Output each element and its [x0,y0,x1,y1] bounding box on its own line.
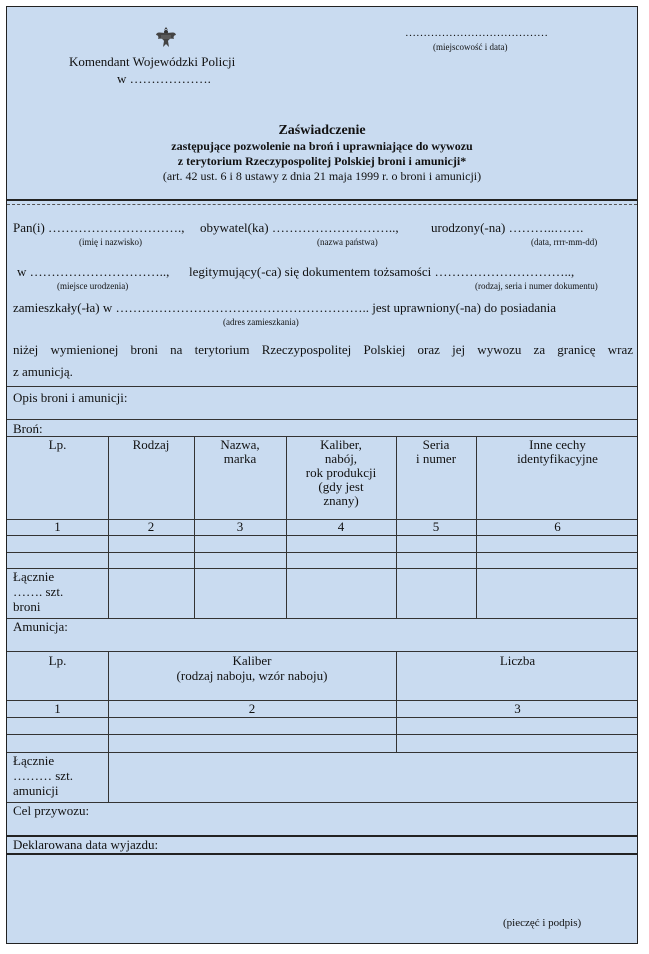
weapons-header-type: Rodzaj [132,437,170,452]
address-field: zamieszkały(-ła) w ………………………………………………….. jest uprawniony(-na) do posiadania [13,300,557,315]
weapons-col-number: 3 [236,519,244,534]
table-row [7,752,637,753]
holder-name-field: Pan(i) …………………………., [13,220,185,235]
ammo-col-number: 2 [248,701,256,716]
table-row [7,734,637,735]
caption-date: (data, rrrr-mm-dd) [531,237,598,247]
weapons-col-number: 6 [554,519,561,534]
table-border [7,717,637,718]
ammo-col-number: 3 [514,701,521,716]
weapons-total: Łącznie ……. szt. broni [13,569,64,614]
weapons-col-number: 2 [147,519,155,534]
divider [7,386,637,387]
document-sheet [6,6,638,944]
weapons-col-number: 1 [54,519,61,534]
ammo-header-count: Liczba [499,653,536,668]
divider [7,204,637,205]
authority-location: w ………………. [117,71,211,86]
departure-date-field: Deklarowana data wyjazdu: [13,837,159,852]
permission-text: niżej wymienionej broni na terytorium Rzeczypospolitej Polskiej oraz jej wywozu za granicę wraz [13,342,633,357]
table-border [7,618,637,619]
stamp-signature-caption: (pieczęć i podpis) [503,917,582,929]
weapons-col-number: 4 [337,519,345,534]
caption-address: (adres zamieszkania) [223,317,299,327]
caption-country: (nazwa państwa) [317,237,378,247]
title-line-2: z terytorium Rzeczypospolitej Polskiej broni i amunicji* [177,154,467,168]
table-border [7,535,637,536]
ammo-total: Łącznie ……… szt. amunicji [13,753,73,798]
place-date-field: ………………………………… [405,27,548,39]
birth-place-field: w ………………………….., [17,264,170,279]
weapons-header-name: Nazwa, marka [220,437,260,466]
caption-birth-place: (miejsce urodzenia) [57,281,129,291]
weapons-header-caliber: Kaliber, nabój, rok produkcji (gdy jest znany) [305,437,377,508]
purpose-field: Cel przywozu: [13,803,90,818]
ammo-header-caliber: Kaliber (rodzaj naboju, wzór naboju) [176,653,328,683]
weapons-col-number: 5 [432,519,440,534]
document-title: Zaświadczenie [278,123,366,138]
eagle-emblem-icon [155,25,177,51]
section-ammunition: Amunicja: [13,619,68,634]
section-weapons: Broń: [13,421,43,436]
table-border [7,651,637,652]
weapons-header-serial: Seria i numer [415,437,457,466]
identity-document-field: legitymujący(-ca) się dokumentem tożsamości ………………………….., [189,264,575,279]
divider [7,853,637,855]
table-row [7,568,637,569]
section-description: Opis broni i amunicji: [13,390,128,405]
divider [7,419,637,420]
citizenship-field: obywatel(ka) ……………………….., [200,220,399,235]
birth-date-field: urodzony(-na) ………..……. [431,220,584,235]
title-line-1: zastępujące pozwolenie na broń i uprawniające do wywozu [171,139,473,153]
place-date-caption: (miejscowość i data) [433,42,508,52]
divider [7,199,637,201]
caption-name: (imię i nazwisko) [79,237,142,247]
ammo-header-lp: Lp. [48,653,67,668]
weapons-header-other: Inne cechy identyfikacyjne [517,437,598,466]
title-legal-basis: (art. 42 ust. 6 i 8 ustawy z dnia 21 maja 1999 r. o broni i amunicji) [162,169,482,183]
weapons-header-lp: Lp. [48,437,67,452]
permission-text-end: z amunicją. [13,364,73,379]
ammo-col-number: 1 [54,701,61,716]
table-border [7,802,637,803]
caption-document: (rodzaj, seria i numer dokumentu) [475,281,598,291]
authority-name: Komendant Wojewódzki Policji [69,54,236,69]
table-row [7,552,637,553]
